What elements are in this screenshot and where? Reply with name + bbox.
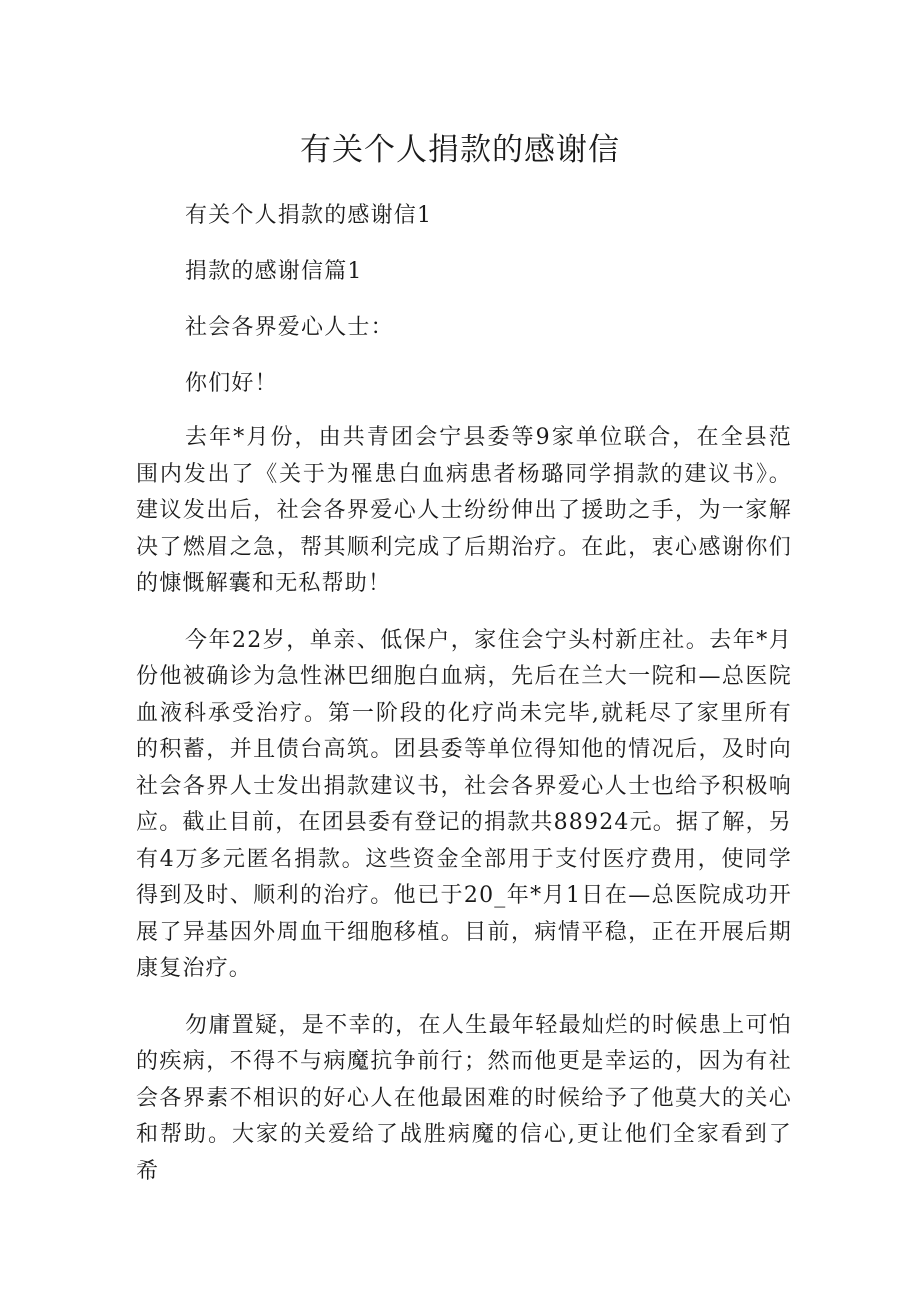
paragraph-2: 今年22岁，单亲、低保户，家住会宁头村新庄社。去年*月份他被确诊为急性淋巴细胞白血病，先后在兰大一院和—总医院血液科承受治疗。第一阶段的化疗尚未完毕,就耗尽了家里所有的积蓄，并且债台高筑。团县委等单位得知他的情况后，及时向社会各界人士发出捐款建议书，社会各界爱心人士也给予积极响应。截止目前，在团县委有登记的捐款共88924元。据了解，另有4万多元匿名捐款。这些资金全部用于支付医疗费用，使同学得到及时、顺利的治疗。他已于20_年*月1日在—总医院成功开展了异基因外周血干细胞移植。目前，病情平稳，正在开展后期康复治疗。 <box>136 627 792 981</box>
document-body <box>136 196 792 1190</box>
section-heading: 有关个人捐款的感谢信1 <box>185 203 433 228</box>
subsection-heading: 捐款的感谢信篇1 <box>185 259 363 284</box>
salutation: 社会各界爱心人士： <box>185 315 394 340</box>
paragraph-3: 勿庸置疑，是不幸的，在人生最年轻最灿烂的时候患上可怕的疾病，不得不与病魔抗争前行；然而他更是幸运的，因为有社会各界素不相识的好心人在他最困难的时候给予了他莫大的关心和帮助。大家的关爱给了战胜病魔的信心,更让他们全家看到了希 <box>136 1012 792 1184</box>
greeting: 你们好！ <box>185 371 278 396</box>
document-title: 有关个人捐款的感谢信 <box>300 132 620 168</box>
paragraph-1: 去年*月份，由共青团会宁县委等9家单位联合，在全县范围内发出了《关于为罹患白血病患者杨璐同学捐款的建议书》。建议发出后，社会各界爱心人士纷纷伸出了援助之手，为一家解决了燃眉之急，帮其顺利完成了后期治疗。在此，衷心感谢你们的慷慨解囊和无私帮助！ <box>136 425 792 596</box>
